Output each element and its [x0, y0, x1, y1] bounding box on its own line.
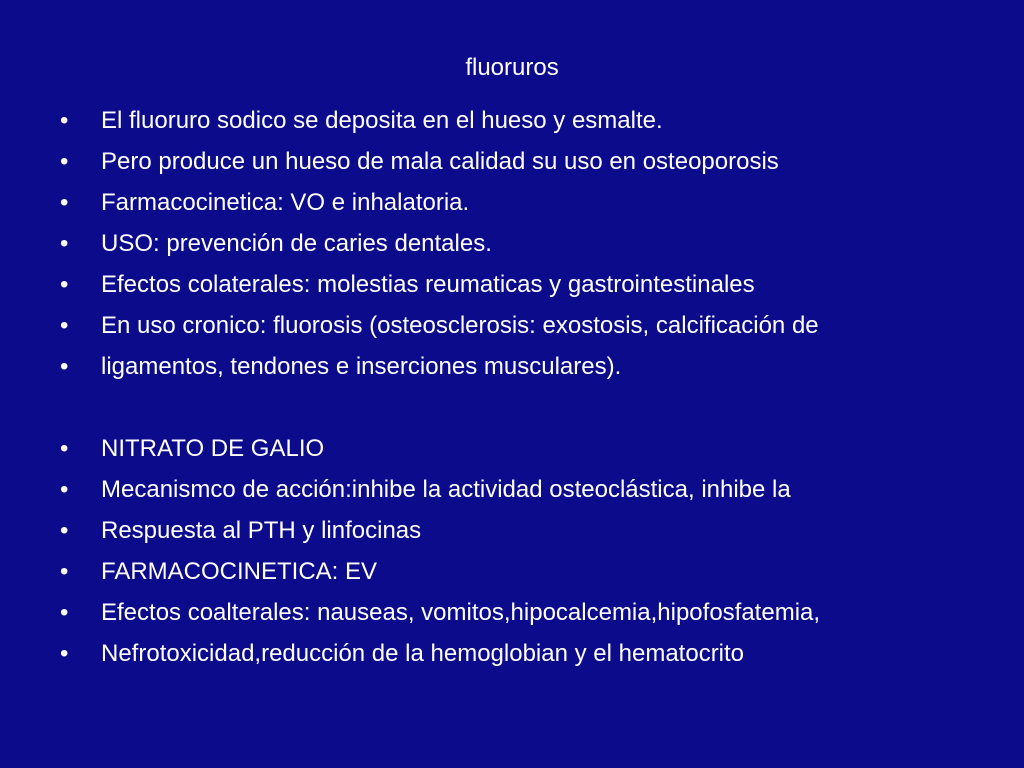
bullet-text: Farmacocinetica: VO e inhalatoria. [101, 189, 470, 216]
bullet-text: Nefrotoxicidad,reducción de la hemoglobian y el hematocrito [101, 640, 745, 667]
bullet-icon: • [60, 599, 69, 626]
bullet-text: ligamentos, tendones e inserciones musculares). [101, 353, 622, 380]
bullet-text: El fluoruro sodico se deposita en el hueso y esmalte. [101, 107, 663, 134]
bullet-icon: • [60, 517, 69, 544]
bullet-icon: • [60, 107, 69, 134]
bullet-text: Respuesta al PTH y linfocinas [101, 517, 422, 544]
bullet-item [60, 428, 1000, 469]
bullet-item [60, 510, 1000, 551]
bullet-text: Pero produce un hueso de mala calidad su uso en osteoporosis [101, 148, 779, 175]
bullet-icon: • [60, 558, 69, 585]
bullet-item [60, 223, 1000, 264]
bullet-text: Efectos coalterales: nauseas, vomitos,hipocalcemia,hipofosfatemia, [101, 599, 821, 626]
bullet-list [60, 100, 1000, 674]
bullet-text: En uso cronico: fluorosis (osteosclerosis: exostosis, calcificación de [101, 312, 819, 339]
bullet-text: Efectos colaterales: molestias reumaticas y gastrointestinales [101, 271, 755, 298]
bullet-item [60, 305, 1000, 346]
bullet-text: FARMACOCINETICA: EV [101, 558, 378, 585]
bullet-text: NITRATO DE GALIO [101, 435, 325, 462]
blank-line [60, 387, 1000, 428]
bullet-icon: • [60, 435, 69, 462]
bullet-item [60, 592, 1000, 633]
slide-title: fluoruros [465, 54, 559, 81]
bullet-icon: • [60, 271, 69, 298]
bullet-item [60, 182, 1000, 223]
bullet-icon: • [60, 312, 69, 339]
bullet-item [60, 551, 1000, 592]
bullet-item [60, 346, 1000, 387]
bullet-item [60, 469, 1000, 510]
bullet-text: USO: prevención de caries dentales. [101, 230, 492, 257]
bullet-item [60, 633, 1000, 674]
bullet-icon: • [60, 230, 69, 257]
bullet-item [60, 264, 1000, 305]
bullet-icon: • [60, 148, 69, 175]
bullet-item [60, 141, 1000, 182]
bullet-item [60, 100, 1000, 141]
bullet-icon: • [60, 476, 69, 503]
bullet-text: Mecanismco de acción:inhibe la actividad osteoclástica, inhibe la [101, 476, 791, 503]
bullet-icon: • [60, 189, 69, 216]
bullet-icon: • [60, 353, 69, 380]
bullet-icon: • [60, 640, 69, 667]
